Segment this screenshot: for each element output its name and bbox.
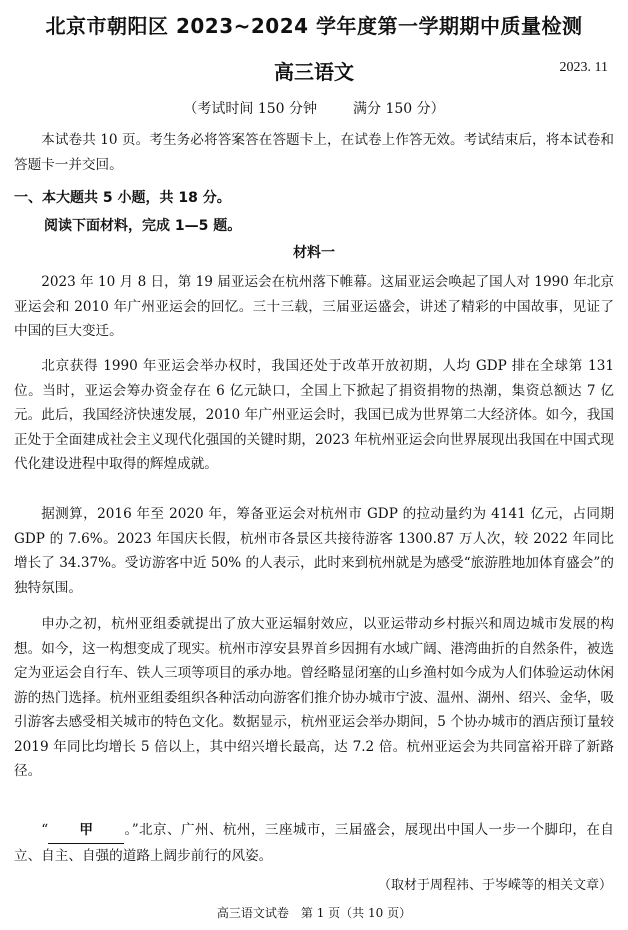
full-score: 满分 150 分） <box>353 101 445 117</box>
exam-date: 2023. 11 <box>559 60 608 75</box>
exam-info <box>0 98 628 118</box>
source-note: （取材于周程祎、于岑嵘等的相关文章） <box>377 878 612 893</box>
instructions: 本试卷共 10 页。考生务必将答案答在答题卡上，在试卷上作答无效。考试结束后，将本试卷和答题卡一并交回。 <box>14 132 614 173</box>
exam-time: （考试时间 150 分钟 <box>183 101 317 117</box>
exam-title: 北京市朝阳区 2023~2024 学年度第一学期期中质量检测 <box>45 14 583 38</box>
paragraph-3: 据测算，2016 年至 2020 年，筹备亚运会对杭州市 GDP 的拉动量约为 4141 亿元，占同期 GDP 的 7.6%。2023 年国庆长假，杭州市各景区共接待游客 1300.87 万人次，较 2022 年同比增长了 34.37%。受访游客中近 50% 的人表示，此时来到杭州就是为感受“旅游胜地加体育盛会”的独特氛围。 <box>14 506 614 596</box>
page-footer: 高三语文试卷 第 1 页（共 10 页） <box>216 906 412 920</box>
material-title: 材料一 <box>293 245 335 261</box>
paragraph-2: 北京获得 1990 年亚运会举办权时，我国还处于改革开放初期，人均 GDP 排在全球第 131 位。当时，亚运会筹办资金存在 6 亿元缺口，全国上下掀起了捐资捐物的热潮，集资总额达 7 亿元。此后，我国经济快速发展，2010 年广州亚运会时，我国已成为世界第二大经济体。如今，我国正处于全面建成社会主义现代化强国的关键时期，2023 年杭州亚运会向世界展现出我国在中国式现代化建设进程中取得的辉煌成就。 <box>14 358 614 472</box>
open-quote: “ <box>41 822 49 838</box>
paragraph-1: 2023 年 10 月 8 日，第 19 届亚运会在杭州落下帷幕。这届亚运会唤起了国人对 1990 年北京亚运会和 2010 年广州亚运会的回忆。三十三载，三届亚运盛会，讲述了精彩的中国故事，见证了中国的巨大变迁。 <box>14 274 614 339</box>
subject-title: 高三语文 <box>274 60 354 84</box>
paragraph-5 <box>14 818 614 868</box>
paragraph-5-text: 。”北京、广州、杭州，三座城市，三届盛会，展现出中国人一步一个脚印，在自立、自主、自强的道路上阔步前行的风姿。 <box>14 822 614 864</box>
blank-jia: 甲 <box>48 818 124 844</box>
section-prompt: 阅读下面材料，完成 1—5 题。 <box>44 218 242 234</box>
section-title: 一、本大题共 5 小题，共 18 分。 <box>14 190 231 206</box>
paragraph-4: 申办之初，杭州亚组委就提出了放大亚运辐射效应，以亚运带动乡村振兴和周边城市发展的构想。如今，这一构想变成了现实。杭州市淳安县界首乡因拥有水域广阔、港湾曲折的自然条件，被选定为亚运会自行车、铁人三项等项目的承办地。曾经略显闭塞的山乡渔村如今成为人们体验运动休闲游的热门选择。杭州亚组委组织各种活动向游客们推介协办城市宁波、温州、湖州、绍兴、金华，吸引游客去感受相关城市的特色文化。数据显示，杭州亚运会举办期间，5 个协办城市的酒店预订量较 2019 年同比均增长 5 倍以上，其中绍兴增长最高，达 7.2 倍。杭州亚运会为共同富裕开辟了新路径。 <box>14 616 614 779</box>
